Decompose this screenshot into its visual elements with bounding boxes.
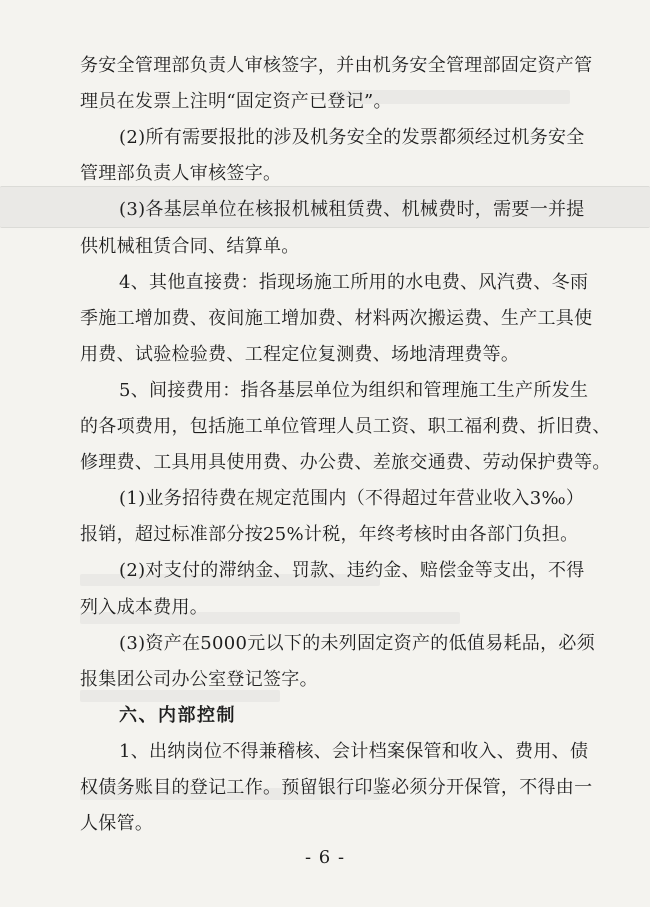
text-line: 的各项费用，包括施工单位管理人员工资、职工福利费、折旧费、 — [80, 416, 611, 437]
text-line: 修理费、工具用具使用费、办公费、差旅交通费、劳动保护费等。 — [80, 452, 611, 474]
text-line: 报销，超过标准部分按25%计税，年终考核时由各部门负担。 — [80, 524, 579, 546]
text-line: (2)对支付的滞纳金、罚款、违约金、赔偿金等支出，不得 — [119, 560, 585, 582]
text-line: (1)业务招待费在规定范围内（不得超过年营业收入3‰） — [119, 488, 585, 510]
text-line: (2)所有需要报批的涉及机务安全的发票都须经过机务安全 — [119, 127, 585, 149]
text-line: 列入成本费用。 — [80, 596, 209, 618]
text-line: 理员在发票上注明“固定资产已登记”。 — [80, 91, 392, 113]
text-line: 供机械租赁合同、结算单。 — [80, 235, 300, 257]
text-line: 报集团公司办公室登记签字。 — [80, 668, 318, 690]
text-line: 人保管。 — [80, 813, 154, 835]
text-line: 管理部负责人审核签字。 — [80, 163, 282, 185]
text-line: 用费、试验检验费、工程定位复测费、场地清理费等。 — [80, 343, 520, 365]
text-line: 4、其他直接费：指现场施工所用的水电费、风汽费、冬雨 — [119, 271, 589, 293]
text-line: 季施工增加费、夜间施工增加费、材料两次搬运费、生产工具使 — [80, 307, 593, 329]
text-line: 务安全管理部负责人审核签字，并由机务安全管理部固定资产管 — [80, 55, 593, 76]
page-number: - 6 - — [304, 847, 346, 868]
text-line: 1、出纳岗位不得兼稽核、会计档案保管和收入、费用、债 — [119, 740, 589, 762]
text-line: 5、间接费用：指各基层单位为组织和管理施工生产所发生 — [119, 379, 589, 401]
text-line: 权债务账目的登记工作。预留银行印鉴必须分开保管，不得由一 — [80, 777, 593, 798]
text-line: (3)各基层单位在核报机械租赁费、机械费时，需要一并提 — [119, 199, 585, 221]
section-heading: 六、内部控制 — [119, 704, 236, 726]
text-line: (3)资产在5000元以下的未列固定资产的低值易耗品，必须 — [119, 632, 596, 654]
reverse-side-bleed-body-3 — [80, 690, 280, 702]
